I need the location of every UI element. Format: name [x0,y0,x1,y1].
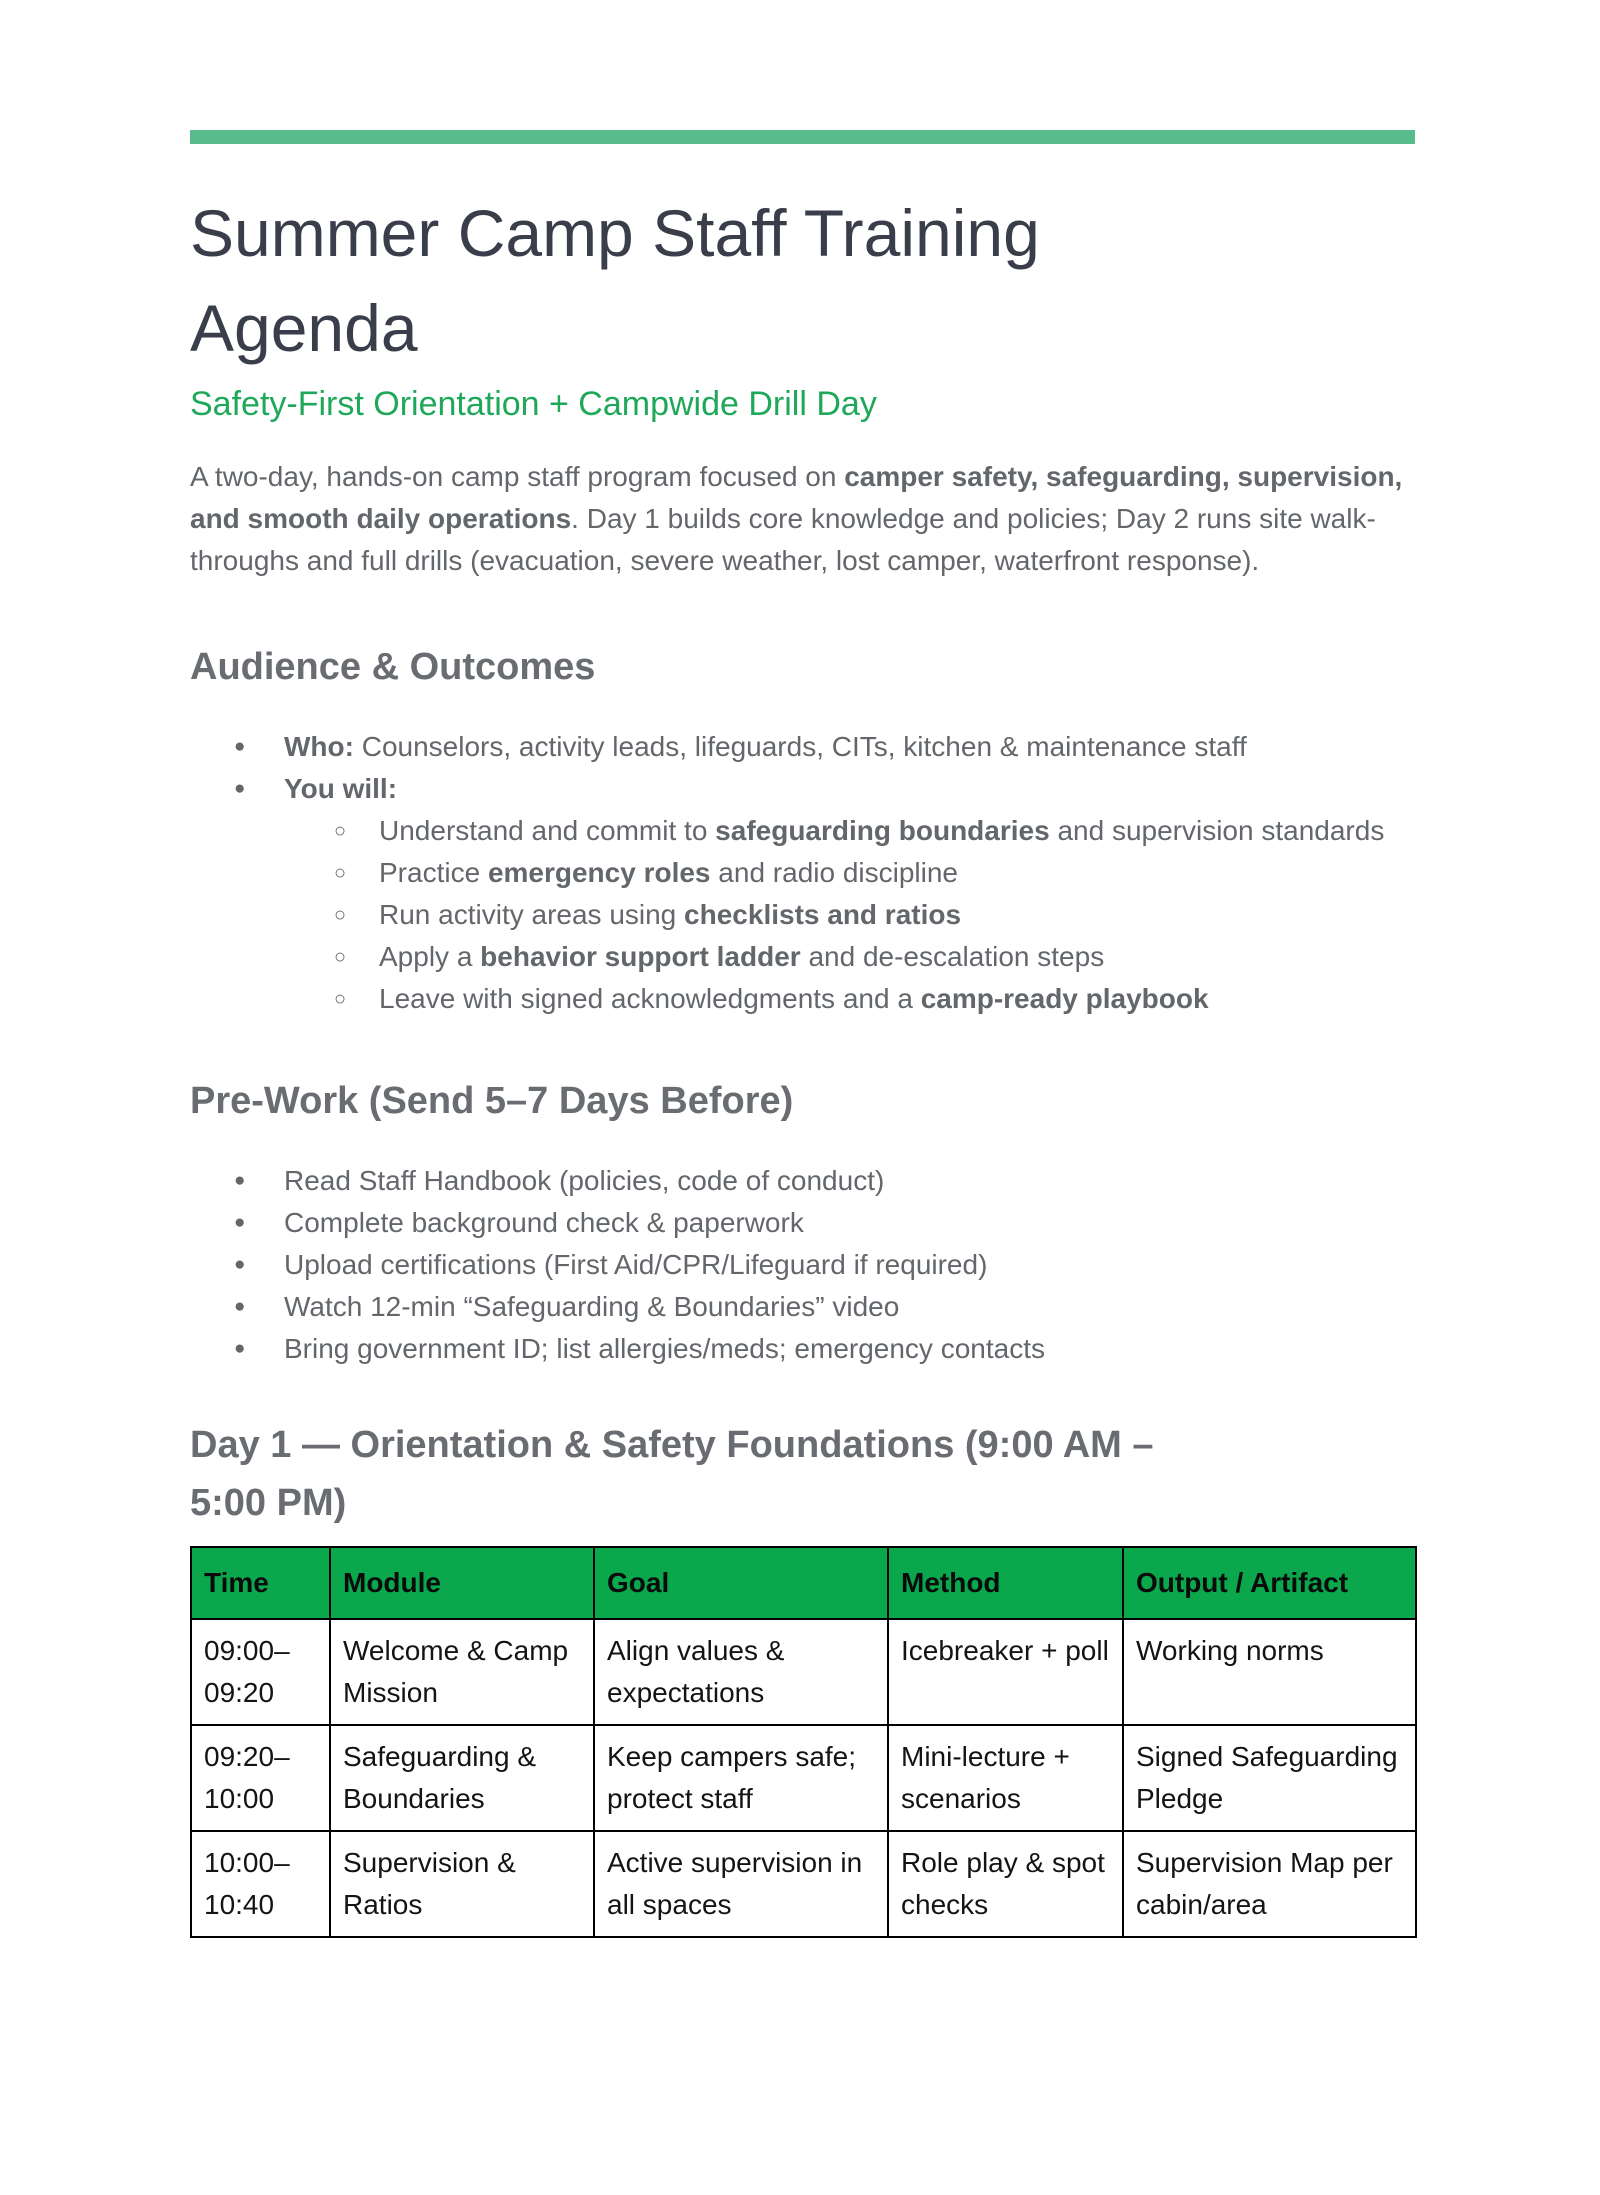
list-item: ● Bring government ID; list allergies/meds; emergency contacts [190,1328,1415,1370]
table-cell: Working norms [1123,1619,1416,1725]
table-row [191,1831,1416,1937]
table-cell: Role play & spot checks [888,1831,1123,1937]
page-title: Summer Camp Staff Training Agenda [190,196,1040,365]
bold-text-run: emergency roles [487,857,711,888]
intro-paragraph [190,456,1415,582]
table-cell: 10:00–10:40 [191,1831,330,1937]
bold-text-run: behavior support ladder [480,941,801,972]
prework-list [190,1160,1415,1370]
bold-text-run: camp-ready playbook [920,983,1209,1014]
column-header: Method [888,1547,1123,1619]
section-heading-day1: Day 1 — Orientation & Safety Foundations (9:00 AM – 5:00 PM) [190,1424,1154,1524]
text-run: Practice [379,857,488,888]
table-cell: Supervision & Ratios [330,1831,594,1937]
bold-text-run: You will: [284,773,398,804]
text-run: Leave with signed acknowledgments and a [379,983,921,1014]
accent-bar [190,130,1415,144]
column-header: Output / Artifact [1123,1547,1416,1619]
table-body [191,1619,1416,1937]
section-heading-prework: Pre-Work (Send 5–7 Days Before) [190,1080,794,1122]
document-page [190,130,1415,1938]
text-run: Apply a [379,941,481,972]
table-cell: Active supervision in all spaces [594,1831,888,1937]
day1-agenda-table [190,1546,1417,1938]
list-item: ● Complete background check & paperwork [190,1202,1415,1244]
page-subtitle: Safety-First Orientation + Campwide Drill Day [190,385,877,423]
list-item [190,768,1415,810]
text-run: . Day 1 builds core knowledge and policies; Day 2 runs site walk-throughs and full drills (evacuation, severe weather, lost camper, waterfront response). [190,503,1376,576]
list-item: ● Watch 12-min “Safeguarding & Boundaries” video [190,1286,1415,1328]
section-heading-audience: Audience & Outcomes [190,646,596,688]
bold-text-run: Who: [284,731,354,762]
list-item [190,936,1415,978]
table-cell: 09:00–09:20 [191,1619,330,1725]
table-cell: Signed Safeguarding Pledge [1123,1725,1416,1831]
list-item [190,810,1415,852]
column-header: Time [191,1547,330,1619]
table-cell: Supervision Map per cabin/area [1123,1831,1416,1937]
list-item [190,852,1415,894]
text-run: and radio discipline [710,857,959,888]
text-run: Run activity areas using [379,899,685,930]
bold-text-run: camper safety, safeguarding, supervision, and smooth daily operations [190,461,1403,534]
table-cell: 09:20–10:00 [191,1725,330,1831]
text-run: Counselors, activity leads, lifeguards, CITs, kitchen & maintenance staff [353,731,1247,762]
text-run: A two-day, hands-on camp staff program focused on [190,461,845,492]
list-item: ● Read Staff Handbook (policies, code of conduct) [190,1160,1415,1202]
table-header-row [191,1547,1416,1619]
table-row [191,1725,1416,1831]
column-header: Module [330,1547,594,1619]
table-row [191,1619,1416,1725]
list-item [190,726,1415,768]
bold-text-run: safeguarding boundaries [715,815,1050,846]
text-run: and de-escalation steps [800,941,1105,972]
list-item [190,894,1415,936]
bold-text-run: checklists and ratios [684,899,962,930]
audience-outcomes-list [190,726,1415,1020]
table-cell: Icebreaker + poll [888,1619,1123,1725]
list-item [190,978,1415,1020]
table-cell: Welcome & Camp Mission [330,1619,594,1725]
table-cell: Align values & expectations [594,1619,888,1725]
text-run: Understand and commit to [379,815,716,846]
table-cell: Safeguarding & Boundaries [330,1725,594,1831]
table-cell: Keep campers safe; protect staff [594,1725,888,1831]
list-item: ● Upload certifications (First Aid/CPR/Lifeguard if required) [190,1244,1415,1286]
text-run: and supervision standards [1049,815,1385,846]
table-cell: Mini-lecture + scenarios [888,1725,1123,1831]
column-header: Goal [594,1547,888,1619]
